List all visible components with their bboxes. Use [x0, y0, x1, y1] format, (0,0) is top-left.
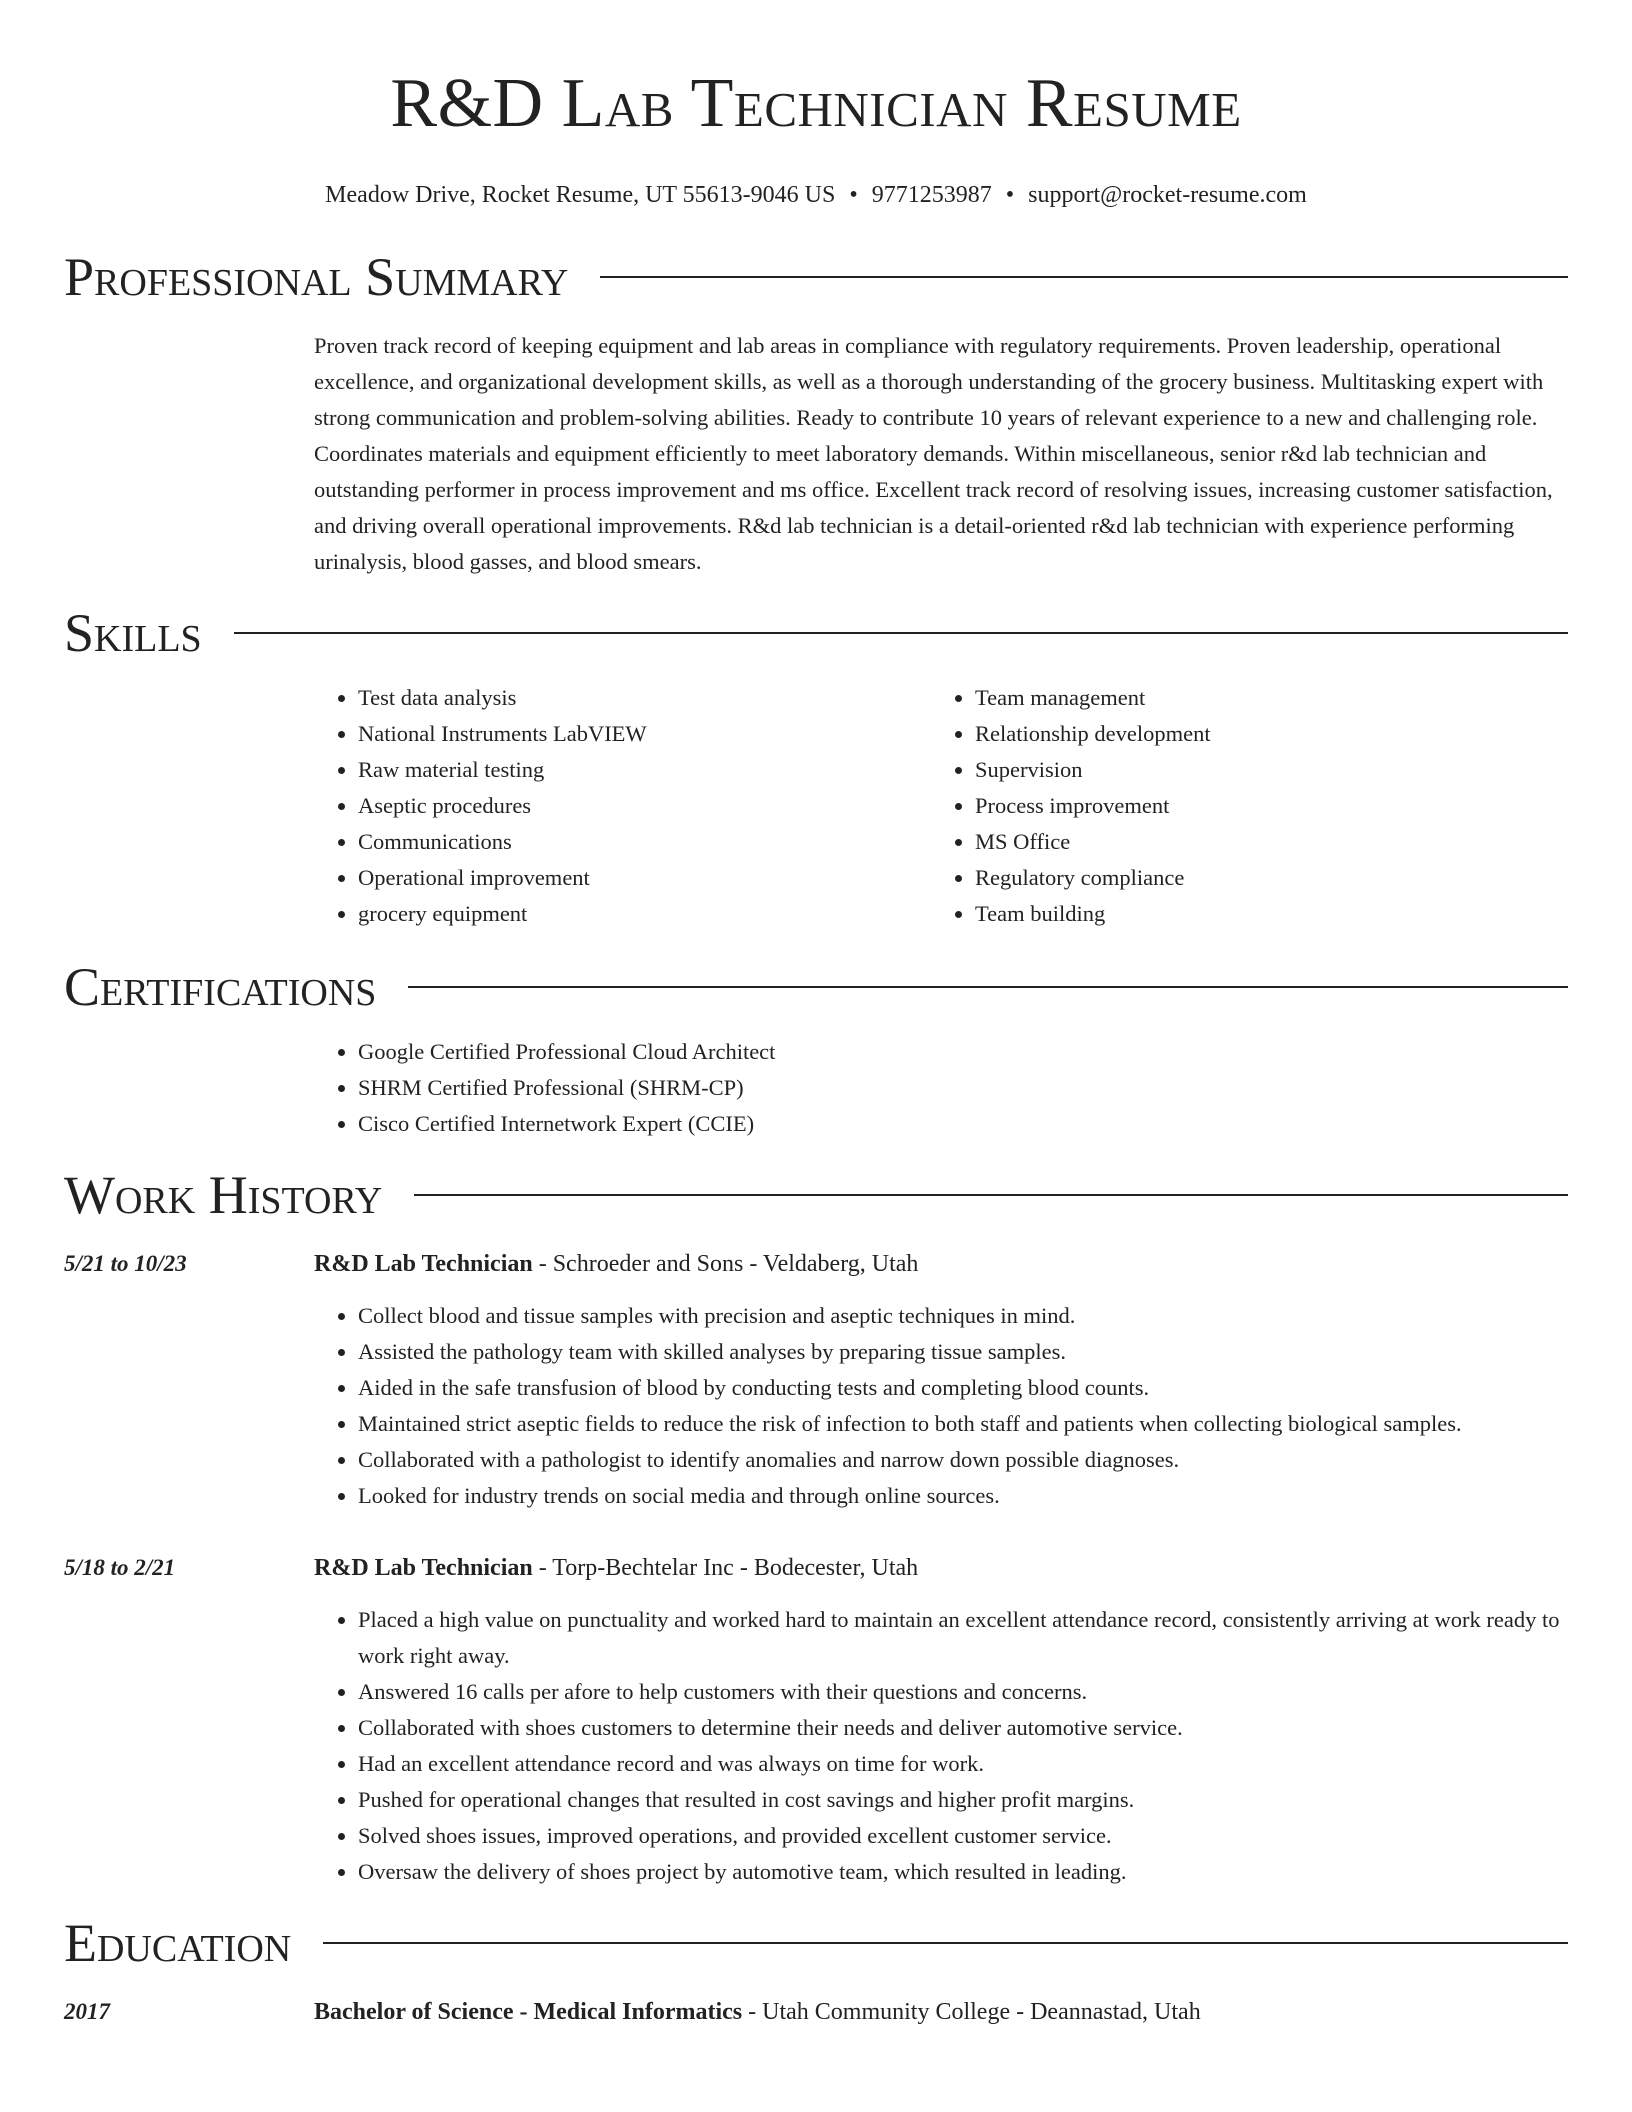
contact-line	[64, 180, 1568, 210]
job-title: R&D Lab Technician	[314, 1555, 533, 1581]
section-title-education: Education	[64, 1913, 292, 1973]
job-body	[314, 1552, 1568, 1890]
section-header-certifications	[64, 956, 1568, 1018]
job-duties	[314, 1602, 1568, 1890]
skill-item: • Operational improvement	[358, 860, 931, 896]
job-duty: • Pushed for operational changes that resulted in cost savings and higher profit margins.	[358, 1782, 1568, 1818]
skill-item: • Team building	[975, 896, 1548, 932]
section-divider	[323, 1942, 1568, 1944]
certification-item: • Cisco Certified Internetwork Expert (CCIE)	[358, 1106, 1568, 1142]
contact-separator: •	[849, 182, 858, 208]
job-duty: • Oversaw the delivery of shoes project by automotive team, which resulted in leading.	[358, 1854, 1568, 1890]
job-title: R&D Lab Technician	[314, 1251, 533, 1277]
job-dates: 5/18 to 2/21	[64, 1555, 176, 1580]
summary-text: Proven track record of keeping equipment and lab areas in compliance with regulatory requirements. Proven leadership, operational excellence, and organizational development skills, as well as a thorough understanding of the grocery business. Multitasking expert with strong communication and problem-solving abilities. Ready to contribute 10 years of relevant experience to a new and challenging role. Coordinates materials and equipment efficiently to meet laboratory demands. Within miscellaneous, senior r&d lab technician and outstanding performer in process improvement and ms office. Excellent track record of resolving issues, increasing customer satisfaction, and driving overall operational improvements. R&d lab technician is a detail-oriented r&d lab technician with experience performing urinalysis, blood gasses, and blood smears.	[314, 333, 1553, 574]
skill-item: • Supervision	[975, 752, 1548, 788]
section-divider	[414, 1194, 1568, 1196]
section-header-education	[64, 1912, 1568, 1974]
skill-item: • Communications	[358, 824, 931, 860]
certifications-items	[314, 1034, 1568, 1142]
job-heading	[314, 1248, 1568, 1280]
certifications-list	[64, 1034, 1568, 1142]
job-duty: • Solved shoes issues, improved operations, and provided excellent customer service.	[358, 1818, 1568, 1854]
resume-title: R&D Lab Technician Resume	[390, 65, 1242, 142]
education-year: 2017	[64, 1999, 110, 2024]
skill-item: • Raw material testing	[358, 752, 931, 788]
section-divider	[408, 986, 1568, 988]
skill-item: • Team management	[975, 680, 1548, 716]
section-title-skills: Skills	[64, 603, 202, 663]
job-duty: • Collaborated with shoes customers to determine their needs and deliver automotive service.	[358, 1710, 1568, 1746]
contact-separator: •	[1005, 182, 1015, 208]
section-title-certifications: Certifications	[64, 957, 377, 1017]
job-entry	[64, 1552, 1568, 1890]
section-divider	[600, 276, 1568, 278]
job-duty: • Maintained strict aseptic fields to reduce the risk of infection to both staff and patients when collecting biological samples.	[358, 1406, 1568, 1442]
job-duties	[314, 1298, 1568, 1514]
skill-item: • Aseptic procedures	[358, 788, 931, 824]
skill-item: • grocery equipment	[358, 896, 931, 932]
job-heading	[314, 1552, 1568, 1584]
skills-list	[64, 680, 1568, 932]
contact-phone: 9771253987	[871, 182, 992, 208]
skill-item: • Process improvement	[975, 788, 1548, 824]
skill-item: • MS Office	[975, 824, 1548, 860]
section-header-work-history	[64, 1164, 1568, 1226]
skill-item: • Test data analysis	[358, 680, 931, 716]
job-employer: - Schroeder and Sons - Veldaberg, Utah	[532, 1251, 919, 1277]
skills-column-left	[314, 680, 931, 932]
education-entry	[64, 1996, 1568, 2028]
section-header-skills	[64, 602, 1568, 664]
job-duty: • Collect blood and tissue samples with precision and aseptic techniques in mind.	[358, 1298, 1568, 1334]
education-heading	[314, 1996, 1201, 2028]
skill-item: • National Instruments LabVIEW	[358, 716, 931, 752]
section-header-summary	[64, 246, 1568, 308]
job-duty: • Collaborated with a pathologist to identify anomalies and narrow down possible diagnoses.	[358, 1442, 1568, 1478]
job-duty: • Had an excellent attendance record and was always on time for work.	[358, 1746, 1568, 1782]
contact-address: Meadow Drive, Rocket Resume, UT 55613-9046 US	[325, 182, 836, 208]
certification-item: • SHRM Certified Professional (SHRM-CP)	[358, 1070, 1568, 1106]
job-duty: • Placed a high value on punctuality and worked hard to maintain an excellent attendance record, consistently arriving at work ready to work right away.	[358, 1602, 1568, 1674]
skill-item: • Relationship development	[975, 716, 1548, 752]
job-body	[314, 1248, 1568, 1514]
job-duty: • Aided in the safe transfusion of blood by conducting tests and completing blood counts.	[358, 1370, 1568, 1406]
contact-email[interactable]: support@rocket-resume.com	[1028, 182, 1307, 208]
section-title-work-history: Work History	[64, 1165, 383, 1225]
section-divider	[234, 632, 1568, 634]
job-entry	[64, 1248, 1568, 1514]
job-duty: • Answered 16 calls per afore to help customers with their questions and concerns.	[358, 1674, 1568, 1710]
certification-item: • Google Certified Professional Cloud Architect	[358, 1034, 1568, 1070]
job-employer: - Torp-Bechtelar Inc - Bodecester, Utah	[532, 1555, 919, 1581]
job-duty: • Assisted the pathology team with skilled analyses by preparing tissue samples.	[358, 1334, 1568, 1370]
job-dates: 5/21 to 10/23	[64, 1251, 187, 1276]
section-title-summary: Professional Summary	[64, 247, 569, 307]
skills-column-right	[931, 680, 1548, 932]
job-duty: • Looked for industry trends on social media and through online sources.	[358, 1478, 1568, 1514]
education-school: - Utah Community College - Deannastad, Utah	[742, 1999, 1201, 2025]
education-degree: Bachelor of Science - Medical Informatics	[314, 1999, 743, 2025]
skill-item: • Regulatory compliance	[975, 860, 1548, 896]
